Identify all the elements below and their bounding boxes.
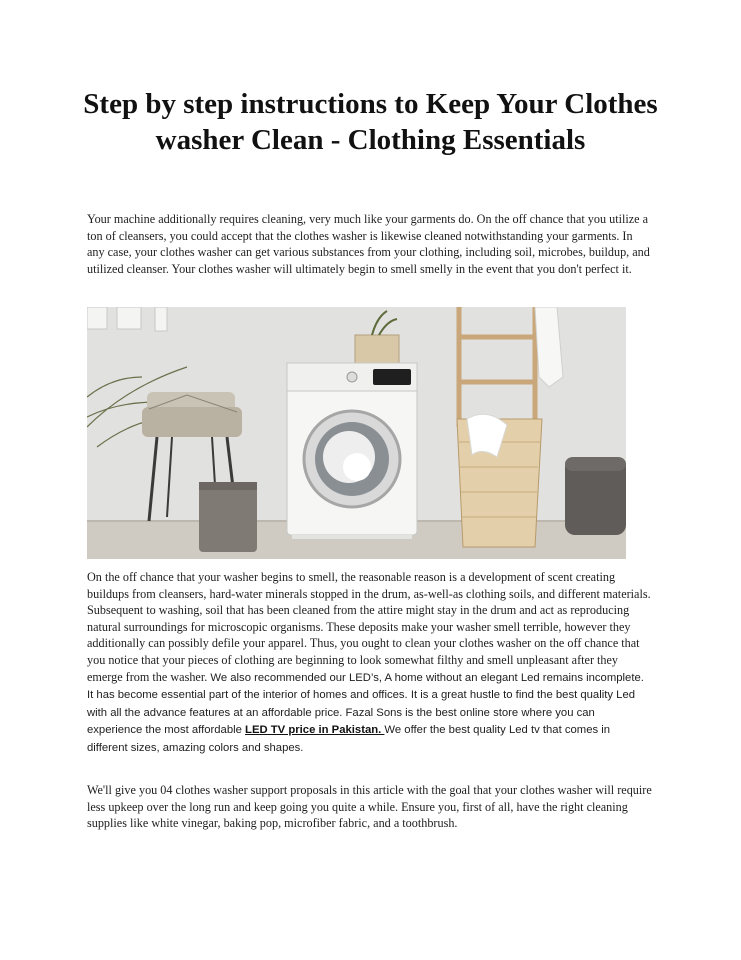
intro-paragraph: Your machine additionally requires cleaning, very much like your garments do. On the off chance that you utilize a ton of cleansers, you could accept that the clothes washer is likewise cleaned notwithstanding your garments. In any case, your clothes washer can get various substances from your clothing, including soil, microbes, buildup, and utilized cleanser. Your clothes washer will ultimately begin to smell smelly in the event that you don't perfect it. <box>87 212 650 276</box>
wicker-basket <box>457 414 542 547</box>
laundry-bin <box>199 482 257 552</box>
washing-machine-photo <box>87 307 626 559</box>
pouf <box>565 457 626 535</box>
body-paragraph <box>87 569 653 757</box>
body-paragraph-serif: On the off chance that your washer begins to smell, the reasonable reason is a development of scent creating buildups from cleansers, hard-water minerals stopped in the drum, as-well-as clothing soils, and different materials. Subsequent to washing, soil that has been cleaned from the attire might stay in the drum and act as reproducing natural surroundings for microscopic organisms. These deposits make your washer smell terrible, however they additionally can possibly defile your apparel. Thus, you ought to clean your clothes washer on the off chance that you notice that your pieces of clothing are beginning to look somewhat filthy and smell unpleasant after they emerge from the washer. <box>87 570 651 684</box>
washing-machine <box>287 363 417 539</box>
body-paragraph-promo: We also recommended our LED’s, A home without an elegant Led remains incomplete. It has become essential part of the interior of homes and offices. It is a great hustle to find the best quality Led with all the advance features at an affordable price. Fazal Sons is the best online store where you can experience the most affordable <box>87 671 644 737</box>
document-title: Step by step instructions to Keep Your Clothes washer Clean - Clothing Essentials <box>83 88 658 156</box>
closing-paragraph: We'll give you 04 clothes washer support proposals in this article with the goal that your clothes washer will require less upkeep over the long run and keep going you quite a while. Ensure you, first of all, have the right cleaning supplies like white vinegar, baking pop, microfiber fabric, and a toothbrush. <box>87 783 652 831</box>
body-paragraph-promo-end: We offer the best quality Led tv that comes in different sizes, amazing colors and shapes. <box>87 724 611 754</box>
led-tv-price-link[interactable]: LED TV price in Pakistan. <box>245 724 385 737</box>
